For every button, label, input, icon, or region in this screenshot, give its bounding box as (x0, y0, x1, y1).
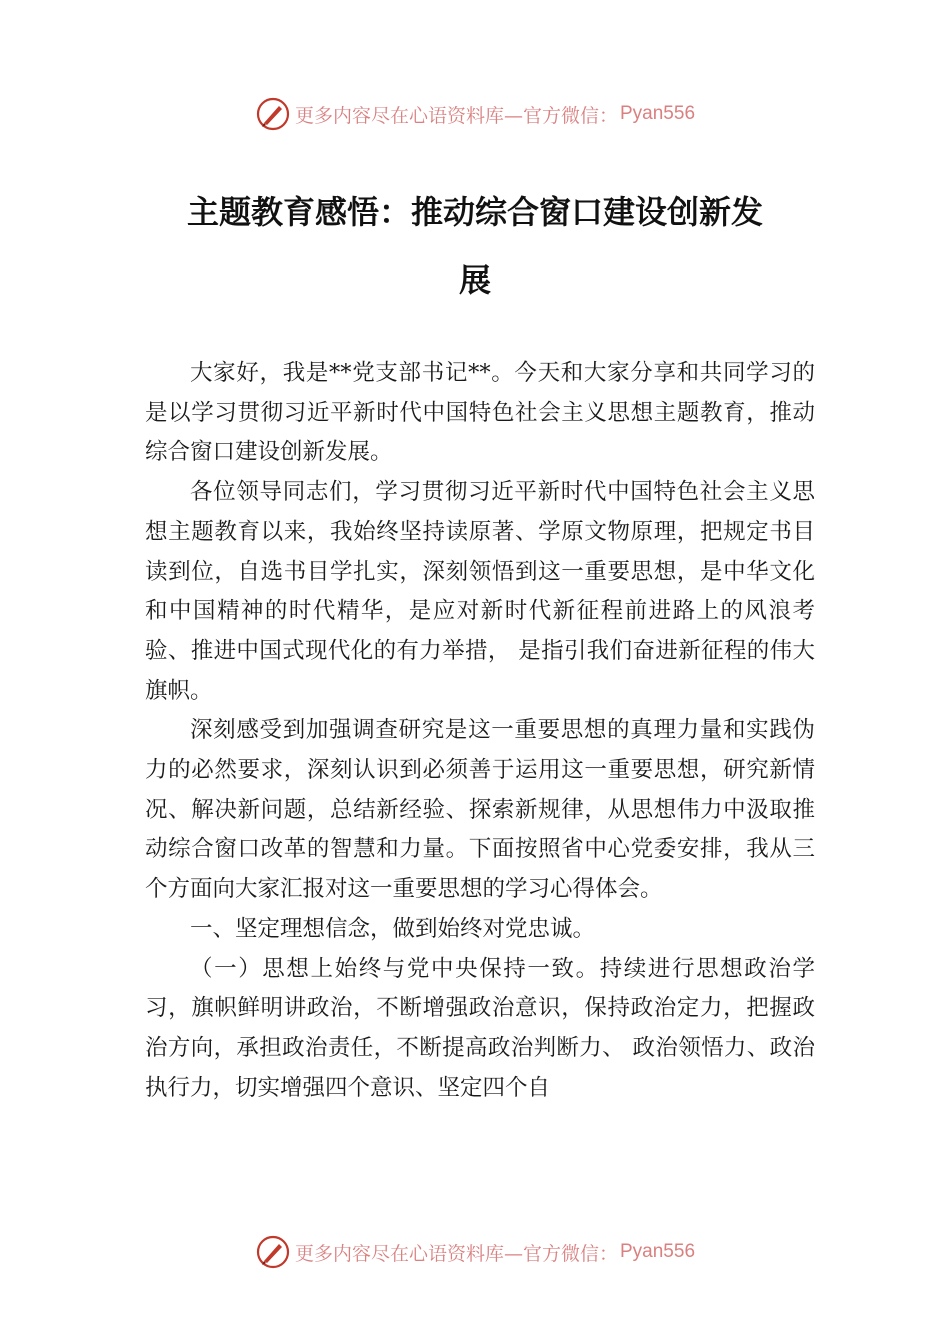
header-watermark (0, 94, 950, 134)
paragraph-greeting: 大家好，我是**党支部书记**。今天和大家分享和共同学习的是以学习贯彻习近平新时代中国特色社会主义思想主题教育，推动综合窗口建设创新发展。 (145, 360, 815, 466)
footer-wechat-id: Pyan556 (620, 1241, 696, 1262)
header-wechat-id: Pyan556 (620, 103, 696, 124)
footer-wechat-label: —官方微信： (503, 1242, 618, 1265)
pen-logo-icon (255, 1234, 291, 1270)
header-wechat-label: —官方微信： (503, 104, 618, 127)
footer-watermark (0, 1232, 950, 1272)
paragraph-study: 各位领导同志们，学习贯彻习近平新时代中国特色社会主义思想主题教育以来，我始终坚持读原著、学原文物原理，把规定书目读到位，自选书目学扎实，深刻领悟到这一重要思想，是中华文化和中国精神的时代精华，是应对新时代新征程前进路上的风浪考验、推进中国式现代化的有力举措， 是指引我们奋进新征程的伟大旗帜。 (145, 479, 815, 704)
section-heading-1: 一、坚定理想信念，做到始终对党忠诚。 (190, 915, 596, 942)
footer-brand: 更多内容尽在心语资料库 (294, 1242, 504, 1265)
document-title (145, 178, 805, 314)
title-line-2: 展 (458, 261, 491, 299)
pen-logo-icon (255, 96, 291, 132)
title-line-1: 主题教育感悟：推动综合窗口建设创新发 (186, 193, 763, 231)
paragraph-subsection-1: （一）思想上始终与党中央保持一致。持续进行思想政治学习，旗帜鲜明讲政治，不断增强政治意识，保持政治定力，把握政治方向，承担政治责任，不断提高政治判断力、 政治领悟力、政治执行力，切实增强四个意识、坚定四个自 (145, 955, 815, 1101)
paragraph-research: 深刻感受到加强调查研究是这一重要思想的真理力量和实践伪力的必然要求，深刻认识到必须善于运用这一重要思想，研究新情况、解决新问题，总结新经验、探索新规律，从思想伟力中汲取推动综合窗口改革的智慧和力量。下面按照省中心党委安排，我从三个方面向大家汇报对这一重要思想的学习心得体会。 (145, 717, 815, 903)
document-body (145, 354, 815, 1108)
header-brand: 更多内容尽在心语资料库 (294, 104, 504, 127)
